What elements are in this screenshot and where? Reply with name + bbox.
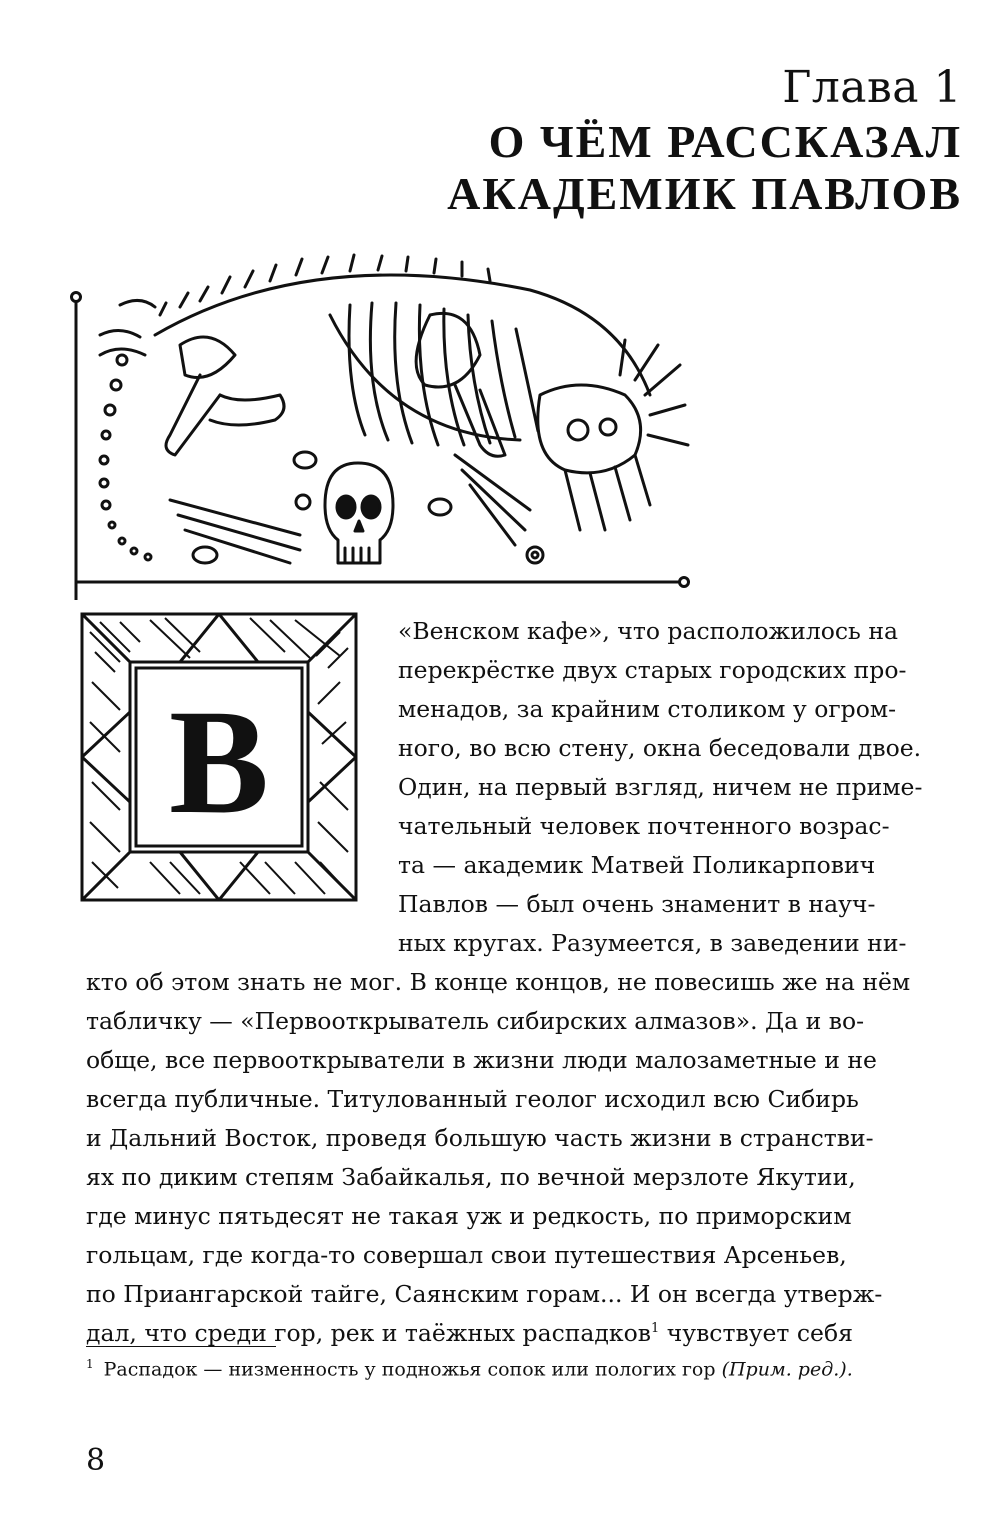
chapter-title-line-2: АКАДЕМИК ПАВЛОВ <box>447 168 962 219</box>
body-line: обще, все первооткрыватели в жизни люди малозаметные и не <box>86 1046 877 1074</box>
body-line: гольцам, где когда-то совершал свои путешествия Арсеньев, <box>86 1241 847 1269</box>
body-line: «Венском кафе», что расположилось на <box>398 617 898 645</box>
footnote-reference[interactable]: 1 <box>650 1321 660 1337</box>
body-line-last-text: дал, что среди гор, рек и таёжных распадков <box>86 1319 651 1347</box>
footnote-editor-note: (Прим. ред.). <box>721 1358 853 1381</box>
footnote-marker: 1 <box>86 1357 94 1371</box>
body-line: чательный человек почтенного возрас- <box>398 812 890 840</box>
body-line: и Дальний Восток, проведя большую часть жизни в странстви- <box>86 1124 874 1152</box>
body-line-last-tail: чувствует себя <box>659 1319 853 1347</box>
body-line-last <box>86 1314 966 1353</box>
footnote-text: Распадок — низменность у подножья сопок или пологих гор <box>103 1358 722 1381</box>
chapter-number: Глава 1 <box>782 62 962 113</box>
body-line: кто об этом знать не мог. В конце концов, не повесишь же на нём <box>86 968 911 996</box>
dropcap-letter: В <box>168 679 270 845</box>
body-line: Один, на первый взгляд, ничем не приме- <box>398 773 923 801</box>
body-line: перекрёстке двух старых городских про- <box>398 656 907 684</box>
body-line: ного, во всю стену, окна беседовали двое. <box>398 734 922 762</box>
skeleton-illustration <box>60 245 700 600</box>
body-line: всегда публичные. Титулованный геолог исходил всю Сибирь <box>86 1085 859 1113</box>
body-line: по Приангарской тайге, Саянским горам... И он всегда утверж- <box>86 1280 883 1308</box>
body-line: Павлов — был очень знаменит в науч- <box>398 890 876 918</box>
chapter-title <box>447 116 962 220</box>
dropcap-frame <box>80 612 358 902</box>
body-line: та — академик Матвей Поликарпович <box>398 851 876 879</box>
body-line: табличку — «Первооткрыватель сибирских алмазов». Да и во- <box>86 1007 865 1035</box>
footnote <box>86 1351 853 1382</box>
body-line: ных кругах. Разумеется, в заведении ни- <box>398 929 907 957</box>
footnote-divider <box>86 1346 276 1347</box>
body-line: ях по диким степям Забайкалья, по вечной мерзлоте Якутии, <box>86 1163 856 1191</box>
body-line: где минус пятьдесят не такая уж и редкость, по приморским <box>86 1202 852 1230</box>
body-line: менадов, за крайним столиком у огром- <box>398 695 897 723</box>
page-number: 8 <box>86 1443 106 1478</box>
chapter-title-line-1: О ЧЁМ РАССКАЗАЛ <box>488 116 962 167</box>
